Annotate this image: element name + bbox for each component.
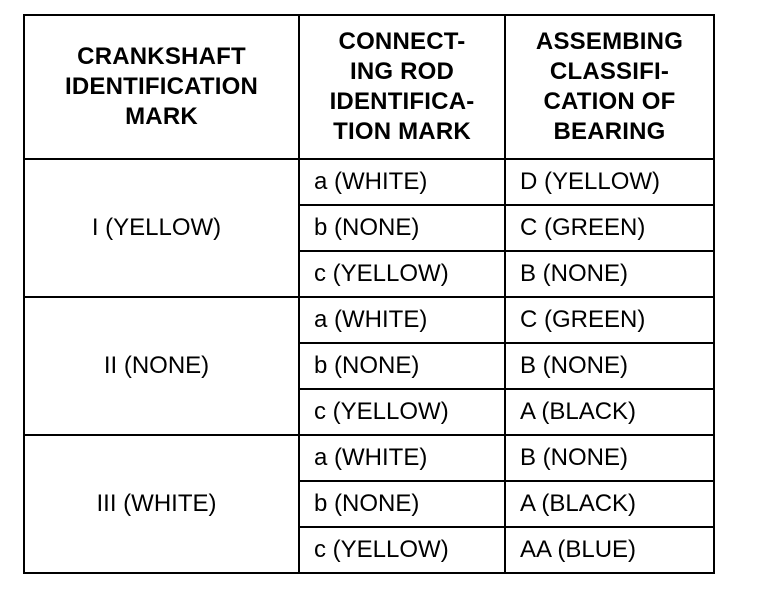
table-row <box>24 297 714 343</box>
header-line: TION MARK <box>333 118 471 145</box>
header-row <box>24 15 714 159</box>
bearing-class-cell: A (BLACK) <box>505 389 714 435</box>
rod-mark-cell: b (NONE) <box>299 343 505 389</box>
bearing-class-cell: C (GREEN) <box>505 297 714 343</box>
rod-mark-cell: b (NONE) <box>299 481 505 527</box>
header-bearing-classification <box>505 15 714 159</box>
crankshaft-mark-cell: I (YELLOW) <box>24 159 299 297</box>
bearing-class-cell: AA (BLUE) <box>505 527 714 573</box>
rod-mark-cell: c (YELLOW) <box>299 389 505 435</box>
header-line: IDENTIFICA- <box>329 88 475 115</box>
header-crankshaft-mark <box>24 15 299 159</box>
rod-mark-cell: c (YELLOW) <box>299 527 505 573</box>
bearing-class-cell: B (NONE) <box>505 343 714 389</box>
header-line: CONNECT- <box>338 28 466 55</box>
table-row <box>24 435 714 481</box>
crankshaft-mark-cell: III (WHITE) <box>24 435 299 573</box>
rod-mark-cell: c (YELLOW) <box>299 251 505 297</box>
rod-mark-cell: a (WHITE) <box>299 159 505 205</box>
bearing-selection-sheet <box>23 14 715 574</box>
header-line: MARK <box>125 103 198 130</box>
bearing-selection-table <box>23 14 715 574</box>
crankshaft-mark-cell: II (NONE) <box>24 297 299 435</box>
bearing-class-cell: B (NONE) <box>505 251 714 297</box>
bearing-class-cell: A (BLACK) <box>505 481 714 527</box>
rod-mark-cell: a (WHITE) <box>299 297 505 343</box>
header-line: CLASSIFI- <box>549 58 670 85</box>
rod-mark-cell: a (WHITE) <box>299 435 505 481</box>
header-connecting-rod-mark <box>299 15 505 159</box>
table-row <box>24 159 714 205</box>
header-line: IDENTIFICATION <box>64 73 258 100</box>
header-line: BEARING <box>553 118 666 145</box>
header-line: CATION OF <box>543 88 676 115</box>
header-line: CRANKSHAFT <box>77 43 246 70</box>
bearing-class-cell: C (GREEN) <box>505 205 714 251</box>
header-line: ING ROD <box>349 58 455 85</box>
bearing-class-cell: D (YELLOW) <box>505 159 714 205</box>
bearing-class-cell: B (NONE) <box>505 435 714 481</box>
rod-mark-cell: b (NONE) <box>299 205 505 251</box>
header-line: ASSEMBING <box>535 28 684 55</box>
